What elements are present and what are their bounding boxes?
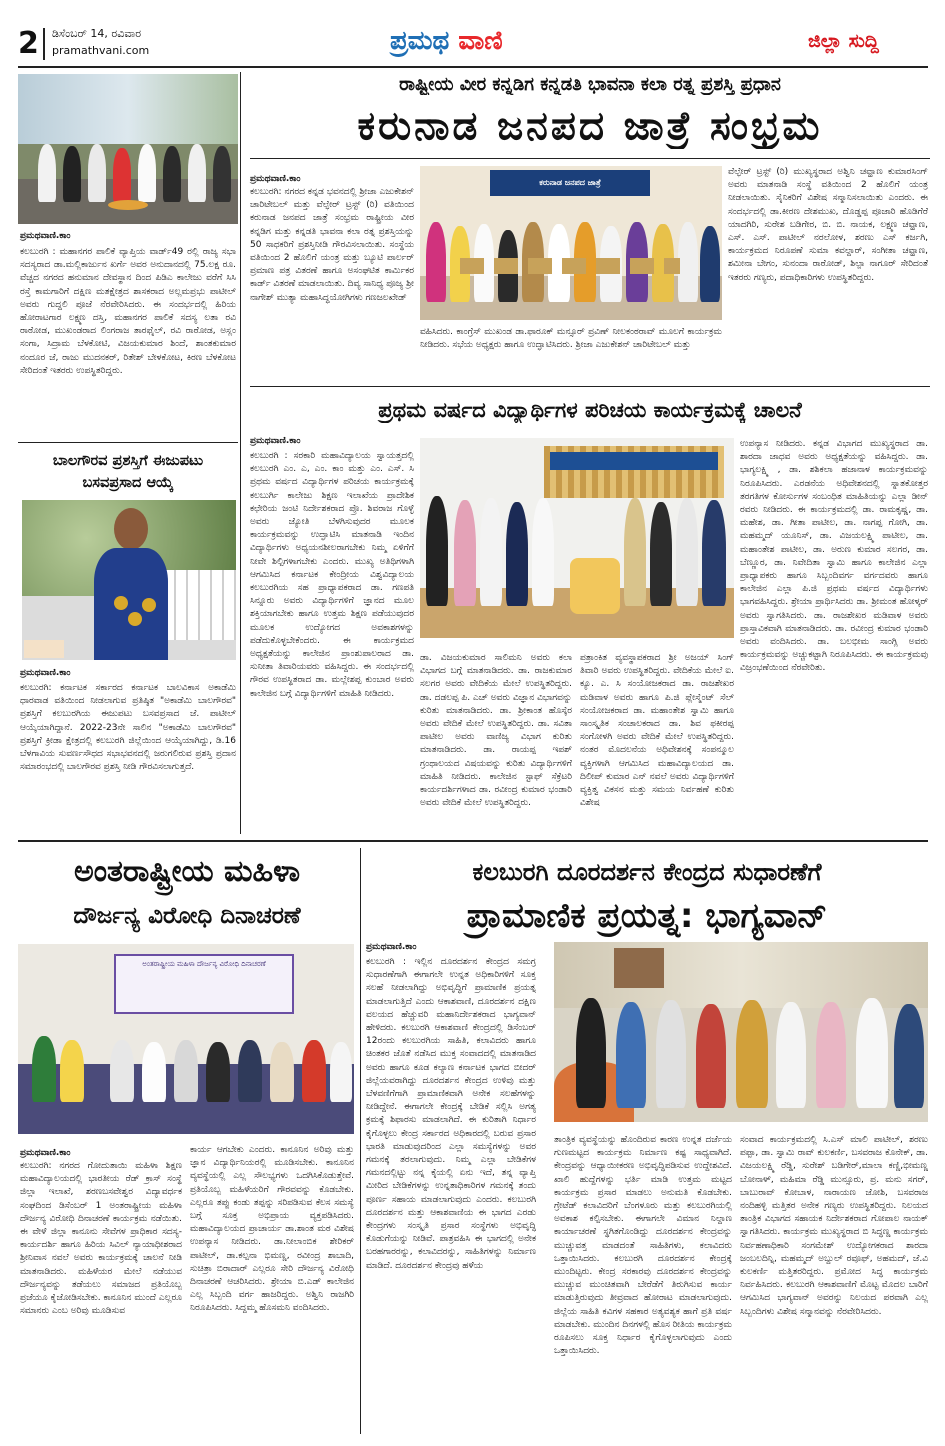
left-story1-byline: ಪ್ರಮಥವಾಣಿ.ಕಾಂ [20,231,71,241]
bottom-column-divider [360,848,361,1434]
freshers-col1: ಕಲಬುರಗಿ : ಸರಕಾರಿ ಮಹಾವಿದ್ಯಾಲಯ ಸ್ವಾಯತ್ತದಲ್ಲಿ ಕಲಬುರಗಿ ಎಂ. ಎ, ಎಂ. ಕಾಂ ಮತ್ತು ಎಂ. ಎಸ್. ಸಿ ಪ್ರಥಮ ವರ್ಷದ ವಿದ್ಯಾರ್ಥಿಗಳ ಪರಿಚಯ ಕಾರ್ಯಕ್ರಮಕ್ಕೆ ಕಲಬುರ್ಗಿ ಕಾಲೇಜು ಶಿಕ್ಷಣ ಇಲಾಖೆಯ ಪ್ರಾದೇಶಿಕ ಕಛೇರಿಯ ಜಂಟಿ ನಿರ್ದೇಶಕರಾದ ಪ್ರೊ. ಶಿವರಾಜ ಗೊಳ್ಳೆ ಅವರು ಜ್ಯೋತಿ ಬೆಳಗಿಸುವುದರ ಮೂಲಕ ಕಾರ್ಯಕ್ರಮವನ್ನು ಉದ್ಘಾಟಿಸಿ ಮಾತನಾಡಿ ಇಂದಿನ ವಿದ್ಯಾರ್ಥಿಗಳು ಅಧ್ಯಯನಶೀಲರಾಗಬೇಕು ನಿಮ್ಮ ಏಳಿಗೆಗೆ ನೀವೇ ಶಿಲ್ಪಿಗಳಾಗಬೇಕು ಎಂದರು. ಮುಖ್ಯ ಅತಿಥಿಗಳಾಗಿ ಆಗಮಿಸಿದ ಕರ್ನಾಟಕ ಕೇಂದ್ರೀಯ ವಿಶ್ವವಿದ್ಯಾಲಯ ಕಲಬುರಗಿಯ ಸಹ ಪ್ರಾಧ್ಯಾಪಕರಾದ ಡಾ. ಗಣಪತಿ ಸಿನ್ನೂರು ಅವರು ವಿದ್ಯಾರ್ಥಿಗಳಿಗೆ ಜ್ಞಾನದ ಮೂಲ ಶಕ್ತಿಯಾಗಬೇಕು ಹಾಗೂ ಉತ್ತಮ ಶಿಕ್ಷಣ ಪಡೆಯುವುದರ ಮೂಲಕ ಉದ್ಯೋಗದ ಅವಕಾಶಗಳನ್ನು ಪಡೆದುಕೊಳ್ಳಬೇಕೆಂದರು. ಈ ಕಾರ್ಯಕ್ರಮದ ಅಧ್ಯಕ್ಷತೆಯನ್ನು ಕಾಲೇಜಿನ ಪ್ರಾಂಶುಪಾಲರಾದ ಡಾ. ಸುನೀತಾ ತಿವಾರಿಯವರು ವಹಿಸಿದ್ದರು. ಈ ಸಂದರ್ಭದಲ್ಲಿ ಗೌರವ ಉಪಸ್ಥಿತರಾದ ಡಾ. ಮಲ್ಲೇಶಪ್ಪ ಕುಂಬಾರ ಅವರು ಕಾಲೇಜಿನ ಬಗ್ಗೆ ವಿದ್ಯಾರ್ಥಿಗಳಿಗೆ ಮಾಹಿತಿ ನೀಡಿದರು. [250,451,414,699]
doordarshan-headline-line2: ಪ್ರಾಮಾಣಿಕ ಪ್ರಯತ್ನ: ಭಾಗ್ಯವಾನ್ [466,896,828,936]
lamp-lighting-photo [420,438,734,638]
doordarshan-col1: ಕಲಬುರಗಿ : ಇಲ್ಲಿನ ದೂರದರ್ಶನ ಕೇಂದ್ರದ ಸಮಗ್ರ ಸುಧಾರಣೆಗಾಗಿ ಈಗಾಗಲೇ ಉನ್ನತ ಅಧಿಕಾರಿಗಳಿಗೆ ಸೂಕ್ತ ಸಲಹೆ ನೀಡಲಾಗಿದ್ದು ಅಭಿವೃದ್ಧಿಗೆ ಪ್ರಾಮಾಣಿಕ ಪ್ರಯತ್ನ ಮಾಡಲಾಗುತ್ತಿದೆ ಎಂದು ಆಕಾಶವಾಣಿ, ದೂರದರ್ಶನ ದಕ್ಷಿಣ ವಲಯದ ಹೆಚ್ಚುವರಿ ಮಹಾನಿರ್ದೇಶಕರಾದ ಭಾಗ್ಯವಾನ್ ಹೇಳಿದರು. ಕಲಬುರಗಿ ಆಕಾಶವಾಣಿ ಕೇಂದ್ರದಲ್ಲಿ ಡಿಸೆಂಬರ್ 12ರಂದು ಕಲಬುರಗಿಯ ಸಾಹಿತಿ, ಕಲಾವಿದರು ಹಾಗೂ ಚಿಂತಕರ ಜೊತೆ ನಡೆಸಿದ ಮುಕ್ತ ಸಂವಾದದಲ್ಲಿ ಮಾತನಾಡಿದ ಅವರು ಹಾಗೂ ಕೂಡ ಕಲ್ಯಾಣ ಕರ್ನಾಟಕ ಭಾಗದ ಬೀದರ್ ಜಿಲ್ಲೆಯವರಾಗಿದ್ದು ದೂರದರ್ಶನ ಕೇಂದ್ರದ ಉಳಿವು ಮತ್ತು ಬೆಳವಣಿಗೆಗಾಗಿ ಪ್ರಾಮಾಣಿಕವಾಗಿ ಅನೇಕ ಸಲಹೆಗಳನ್ನು ನೀಡಿದ್ದೇನೆ. ಈಗಾಗಲೇ ಕೇಂದ್ರಕ್ಕೆ ಬೇಡಿಕೆ ಸಲ್ಲಿಸಿ ಅಗತ್ಯ ಕ್ರಮಕ್ಕೆ ಶಿಫಾರಸು ಮಾಡಲಾಗಿದೆ. ಈ ಕುರಿತಾಗಿ ನಿರ್ಧಾರ ಕೈಗೊಳ್ಳಲು ಕೇಂದ್ರ ಸರ್ಕಾರದ ಅಧಿಕಾರದಲ್ಲಿ ಬರುವ ಪ್ರಸಾರ ಭಾರತಿ ಮಾಡುವುದರಿಂದ ಎಲ್ಲಾ ಸಮಸ್ಯೆಗಳನ್ನು ಅವರ ಗಮನಕ್ಕೆ ತರಲಾಗುವುದು. ನಿಮ್ಮ ಎಲ್ಲಾ ಬೇಡಿಕೆಗಳ ಗಮನದಲ್ಲಿಟ್ಟು ನನ್ನ ಕೈಯಲ್ಲಿ ಏನು ಇದೆ, ತನ್ನ ವ್ಯಾಪ್ತಿ ಮೀರಿದ ಬೇಡಿಕೆಗಳನ್ನು ಉನ್ನತಾಧಿಕಾರಿಗಳ ಗಮನಕ್ಕೆ ತಂದು ಪೂರ್ಣ ಸಹಾಯ ಮಾಡಲಾಗುವುದು ಎಂದರು. ಕಲಬುರಗಿ ದೂರದರ್ಶನ ಮತ್ತು ಆಕಾಶವಾಣಿಯ ಈ ಭಾಗದ ಎರಡು ಕೇಂದ್ರಗಳು ಸಂಸ್ಕೃತಿ ಪ್ರಸಾರ ಸಂಸ್ಥೆಗಳು ಅಭಿವೃದ್ಧಿ ಕೊಡುಗೆಯನ್ನು ನೀಡಿವೆ. ಪಾತ್ರವಹಿಸಿ ಈ ಭಾಗದಲ್ಲಿ ಅನೇಕ ಬರಹಗಾರರನ್ನು, ಕಲಾವಿದರನ್ನು, ಸಾಹಿತಿಗಳನ್ನು ನಿರ್ಮಾಣ ಮಾಡಿದೆ. ದೂರದರ್ಶನ ಕೇಂದ್ರವು ಹಳೆಯ [366,957,536,1271]
left-column-divider [240,72,241,834]
doordarshan-headline-line1: ಕಲಬುರಗಿ ದೂರದರ್ಶನ ಕೇಂದ್ರದ ಸುಧಾರಣೆಗೆ [472,858,822,886]
left-story-separator [18,442,238,443]
page-number: 2 [18,26,39,61]
left-story2-headline-line1: ಬಾಲಗೌರವ ಪ್ರಶಸ್ತಿಗೆ ಈಜುಪಟು [52,453,204,469]
website: pramathvani.com [52,44,150,57]
doordarshan-byline: ಪ್ರಮಥವಾಣಿ.ಕಾಂ [366,942,417,952]
event-banner: ಅಂತರಾಷ್ಟ್ರೀಯ ಮಹಿಳಾ ದೌರ್ಜನ್ಯ ವಿರೋಧಿ ದಿನಾಚರಣೆ [114,954,294,1014]
freshers-col3: ಪತ್ರಾಂಕಿತ ವ್ಯವಸ್ಥಾಪಕರಾದ ಶ್ರೀ ಅಜಯ್ ಸಿಂಗ್ ತಿವಾರಿ ಅವರು ಉಪಸ್ಥಿತರಿದ್ದರು. ವೇದಿಕೆಯ ಮೇಲೆ ಐ. ಕ್ಯೂ. ಎ. ಸಿ ಸಂಯೋಜಕರಾದ ಡಾ. ರಾಜಶೇಖರ ಮಡಿವಾಳ ಅವರು ಹಾಗೂ ಪಿ.ಜಿ ಪ್ಲೇಸ್ಮೆಂಟ್ ಸೆಲ್ ಸಂಯೋಜಕರಾದ ಡಾ. ಮಹಾಂತೇಶ ಸ್ವಾಮಿ ಹಾಗೂ ಸಾಂಸ್ಕೃತಿಕ ಸಂಚಾಲಕರಾದ ಡಾ. ಶಿವ ಫಕೀರಪ್ಪ ಸಂಗೋಳಗಿ ಅವರು ವೇದಿಕೆ ಮೇಲೆ ಉಪಸ್ಥಿತರಿದ್ದರು. ನಂತರ ಮೊದಲನೆಯ ಅಧಿವೇಶನಕ್ಕೆ ಸಂಪನ್ಮೂಲ ವ್ಯಕ್ತಿಗಳಾಗಿ ಆಗಮಿಸಿದ ಮಹಾವಿದ್ಯಾಲಯದ ಡಾ. ದಿಲೀಪ್ ಕುಮಾರ ಎನ್ ನವಲೆ ಅವರು ವಿದ್ಯಾರ್ಥಿಗಳಿಗೆ ವ್ಯಕ್ತಿತ್ವ ವಿಕಸನ ಮತ್ತು ಸಮಯ ನಿರ್ವಹಣೆ ಕುರಿತು ವಿಶೇಷ [580,653,734,809]
left-story2-text: ಕಲಬುರಗಿ: ಕರ್ನಾಟಕ ಸರ್ಕಾರದ ಕರ್ನಾಟಕ ಬಾಲವಿಕಾಸ ಅಕಾಡೆಮಿ ಧಾರವಾಡ ವತಿಯಿಂದ ನೀಡಲಾಗುವ ಪ್ರತಿಷ್ಠಿತ "ಅಕಾಡೆಮಿ ಬಾಲಗೌರವ" ಪ್ರಶಸ್ತಿಗೆ ಕಲಬುರಗಿಯ ಈಜುಪಟು ಬಸವಪ್ರಸಾದ ಜೆ. ಪಾಟೀಲ್ ಆಯ್ಕೆಯಾಗಿದ್ದಾನೆ. 2022-23ನೇ ಸಾಲಿನ "ಅಕಾಡೆಮಿ ಬಾಲಗೌರವ" ಪ್ರಶಸ್ತಿಗೆ ಕ್ರೀಡಾ ಕ್ಷೇತ್ರದಲ್ಲಿ ಕಲಬುರಗಿ ಜಿಲ್ಲೆಯಿಂದ ಆಯ್ಕೆಯಾಗಿದ್ದು, ಡಿ.16 ಬೆಳಗಾವಿಯ ಸುವರ್ಣಸೌಧದ ಸಭಾಭವನದಲ್ಲಿ ಜರುಗಲಿರುವ ಪ್ರಶಸ್ತಿ ಪ್ರದಾನ ಸಮಾರಂಭದಲ್ಲಿ ಬಾಲಗೌರವ ಪ್ರಶಸ್ತಿ ನೀಡಿ ಗೌರವಿಸಲಾಗುತ್ತದೆ. [20,683,236,773]
title-part2: ವಾಣಿ [458,26,503,56]
left-story2-headline [18,450,238,494]
freshers-col4: ಉಪನ್ಯಾಸ ನೀಡಿದರು. ಕನ್ನಡ ವಿಭಾಗದ ಮುಖ್ಯಸ್ಥರಾದ ಡಾ. ಶಾರದಾ ಜಾಧವ ಅವರು ಅಧ್ಯಕ್ಷತೆಯನ್ನು ವಹಿಸಿದ್ದರು. ಡಾ. ಭಾಗ್ಯಲಕ್ಷ್ಮಿ , ಡಾ. ಶಶಿಕಲಾ ಹಜಾನಾಳ ಕಾರ್ಯಕ್ರಮವನ್ನು ನಿರೂಪಿಸಿದರು. ಎರಡನೆಯ ಅಧಿವೇಶನದಲ್ಲಿ ಸ್ನಾತಕೋತ್ತರ ತರಗತಿಗಳ ಕೋರ್ಸುಗಳ ಸಂಬಂಧಿತ ಮಾಹಿತಿಯನ್ನು ಎಲ್ಲಾ ಡೀನ್ ರವರು ನೀಡಿದರು. ಈ ಕಾರ್ಯಕ್ರಮದಲ್ಲಿ ಡಾ. ರಾಮಕೃಷ್ಣ, ಡಾ. ಮಹೇಶ, ಡಾ. ಗೀತಾ ಪಾಟೀಲ, ಡಾ. ನಾಗಪ್ಪ ಗೋಗಿ, ಡಾ. ಮಹಮ್ಮದ್ ಯೂನಿಸ್, ಡಾ. ವಿಜಯಲಕ್ಷ್ಮಿ ಪಾಟೀಲ, ಡಾ. ಮಹಾಂತೇಶ ಪಾಟೀಲ, ಡಾ. ಅರುಣ ಕುಮಾರ ಸಲಗರ, ಡಾ. ಬೆಣ್ಣೂರ, ಡಾ. ನಿವೇದಿತಾ ಸ್ವಾಮಿ ಹಾಗೂ ಕಾಲೇಜಿನ ಎಲ್ಲಾ ಪ್ರಾಧ್ಯಾಪಕರು ಹಾಗೂ ಸಿಬ್ಬಂದಿವರ್ಗ ವರ್ಗದವರು ಹಾಗೂ ಕಾಲೇಜಿನ ಎಲ್ಲಾ ಪಿ.ಜಿ ಪ್ರಥಮ ವರ್ಷದ ವಿದ್ಯಾರ್ಥಿಗಳು ಭಾಗವಹಿಸಿದ್ದರು. ಶ್ರೇಯಾ ಪ್ರಾರ್ಥಿಸಿದರು ಡಾ. ಶ್ರೀಮಂತ ಹೋಳ್ಕರ್ ಅವರು ಸ್ವಾಗತಿಸಿದರು. ಡಾ. ರಾಜಶೇಖರ ಮಡಿವಾಳ ಅವರು ಪ್ರಾಸ್ತಾವಿಕವಾಗಿ ಮಾತನಾಡಿದರು. ಡಾ. ರವೀಂದ್ರ ಕುಮಾರ ಭಂಡಾರಿ ಅವರು ವಂದಿಸಿದರು. ಡಾ. ಬಲಭೀಮ ಸಾಂಗ್ಲಿ ಅವರು ಕಾರ್ಯಕ್ರಮವನ್ನು ಅಚ್ಚುಕಟ್ಟಾಗಿ ನಿರೂಪಿಸಿದರು. ಈ ಕಾರ್ಯಕ್ರಮವು ವಿಜ್ರಂಭಣೆಯಿಂದ ನೆರವೇರಿತು. [740,439,928,674]
left-story2-headline-line2: ಬಸವಪ್ರಸಾದ ಆಯ್ಕೆ [82,475,174,491]
janapada-byline: ಪ್ರಮಥವಾಣಿ.ಕಾಂ [250,174,301,184]
janapada-rule [250,158,930,159]
freshers-col2: ಡಾ. ವಿಜಯಕುಮಾರ ಸಾಲಿಮನಿ ಅವರು ಕಲಾ ವಿಭಾಗದ ಬಗ್ಗೆ ಮಾತನಾಡಿದರು. ಡಾ. ರಾಜಕುಮಾರ ಸಲಗರ ಅವರು ವೇದಿಕೆಯ ಮೇಲೆ ಉಪಸ್ಥಿತರಿದ್ದರು. ಡಾ. ದಡಲಪ್ಪ ಪಿ. ಎಚ್ ಅವರು ವಿಜ್ಞಾನ ವಿಭಾಗವನ್ನು ಕುರಿತು ಮಾತನಾಡಿದರು. ಡಾ. ಶ್ರೀಕಾಂತ ಹೊಸ್ಕೆರ ಅವರು ವೇದಿಕೆ ಮೇಲೆ ಉಪಸ್ಥಿತರಿದ್ದರು. ಡಾ. ಸವಿತಾ ಪಾಟೀಲ ಅವರು ವಾಣಿಜ್ಯ ವಿಭಾಗ ಕುರಿತು ಮಾತನಾಡಿದರು. ಡಾ. ರಾಯಪ್ಪ ಇಪಶ್ ಗ್ರಂಥಾಲಯದ ವಿಷಯವನ್ನು ಕುರಿತು ವಿದ್ಯಾರ್ಥಿಗಳಿಗೆ ಮಾಹಿತಿ ನೀಡಿದರು. ಕಾಲೇಜಿನ ಸ್ಟಾಫ್ ಸೆಕ್ರೆಟರಿ ಕಾರ್ಯದರ್ಶಿಗಳಾದ ಡಾ. ರವೀಂದ್ರ ಕುಮಾರ ಭಂಡಾರಿ ಅವರು ವೇದಿಕೆ ಮೇಲೆ ಉಪಸ್ಥಿತರಿದ್ದರು. [420,653,572,809]
janapada-kicker: ರಾಷ್ಟ್ರೀಯ ವೀರ ಕನ್ನಡಿಗ ಕನ್ನಡತಿ ಭಾವನಾ ಕಲಾ ರತ್ನ ಪ್ರಶಸ್ತಿ ಪ್ರಧಾನ [399,74,781,95]
award-ceremony-photo [420,166,722,320]
janapada-bottom-rule [250,386,930,387]
women-byline: ಪ್ರಮಥವಾಣಿ.ಕಾಂ [20,1148,71,1158]
women-headline-line1: ಅಂತರಾಷ್ಟ್ರೀಯ ಮಹಿಳಾ [73,854,301,889]
newspaper-title [390,26,503,57]
date-line: ಡಿಸೆಂಬರ್ 14, ರವಿವಾರ [52,27,142,40]
janapada-col2: ವಹಿಸಿದರು. ಕಾಂಗ್ರೆಸ್ ಮುಖಂಡ ಡಾ.ಫಾರೂಕ್ ಮನ್ಸೂರ್ ಪ್ರವಿಣ್ ನೀಲಕಂಠರಾವ್ ಮೂಲಗೆ ಕಾರ್ಯಕ್ರಮ ನೀಡಿದರು. ಸಭೆಯ ಅಧ್ಯಕ್ಷರು ಹಾಗೂ ಉದ್ಘಾಟಿಸಿದರು. ಶ್ರೀಜಾ ಎಜುಕೇಶನ್ ಚಾರಿಟೇಬಲ್ ಮತ್ತು [420,327,722,351]
doordarshan-col3: ಸಂವಾದ ಕಾರ್ಯಕ್ರಮದಲ್ಲಿ ಸಿ.ಎಸ್ ಮಾಲಿ ಪಾಟೀಲ್, ಶರಣು ಪಪ್ಪಾ, ಡಾ. ಸ್ವಾಮಿ ರಾವ್ ಕುಲಕರ್ಣಿ, ಬಸವರಾಜ ಕೊನೇಕ್, ಡಾ. ವಿಜಯಲಕ್ಷ್ಮಿ ರೆಡ್ಡಿ, ಸುರೇಶ್ ಬಡಿಗೇರ್,ಮಾಲಾ ಕಣ್ಣಿ,ಭೀಮಣ್ಣ ಬೋನಾಳ್, ಮಹಿಮಾ ರೆಡ್ಡಿ ಮುನ್ಸೂರು, ಪ್ರ. ಮನು ಸಗರ್, ಬಾಬುರಾವ್ ಕೋಬಾಳ, ನಾರಾಯಣ ಜೋಶಿ, ಬಸವರಾಜ ನಂದಿಹಳ್ಳಿ ಮತ್ತಿತರ ಅನೇಕ ಗಣ್ಯರು ಉಪಸ್ಥಿತರಿದ್ದರು. ನಿಲಯದ ತಾಂತ್ರಿಕ ವಿಭಾಗದ ಸಹಾಯಕ ನಿರ್ದೇಶಕರಾದ ಗೋಪಾಲ ನಾಯಕ್ ಸ್ವಾಗತಿಸಿದರು. ಕಾರ್ಯಕ್ರಮ ಮುಖ್ಯಸ್ಥರಾದ ಬಿ ಸಿದ್ಧಣ್ಣ ಕಾರ್ಯಕ್ರಮ ನಿರ್ವಹಣಾಧಿಕಾರಿ ಸಂಗಮೇಶ್ ಉದ್ಯೋಗಕರಾದ ಶಾರದಾ ಜಂಬಲದಿನ್ನಿ, ಮಹಮ್ಮದ್ ಅಬ್ದುಲ್ ರವೂಫ್, ಅಹಮದ್, ಜೆ.ವಿ ಕುಲಕರ್ಣಿ ಮತ್ತಿತರರಿದ್ದರು. ಪ್ರಮೋದ ಸಿದ್ಧ ಕಾರ್ಯಕ್ರಮ ನಿರ್ವಹಿಸಿದರು. ಕಲಬುರಗಿ ಆಕಾಶವಾಣಿಗೆ ಮೊಟ್ಟ ಮೊದಲ ಬಾರಿಗೆ ಆಗಮಿಸಿದ ಭಾಗ್ಯವಾನ್ ಅವರನ್ನು ನಿಲಯದ ಪರವಾಗಿ ಎಲ್ಲ ಸಿಬ್ಬಂದಿಗಳು ವಿಶೇಷ ಸನ್ಮಾನವನ್ನು ನೆರವೇರಿಸಿದರು. [740,1135,928,1317]
freshers-byline: ಪ್ರಮಥವಾಣಿ.ಕಾಂ [250,436,301,446]
women-headline-line2: ದೌರ್ಜನ್ಯ ವಿರೋಧಿ ದಿನಾಚರಣೆ [73,903,301,929]
mid-page-rule [18,840,928,842]
felicitation-photo [554,942,928,1122]
womens-day-event-photo [18,944,354,1134]
title-part1: ಪ್ರಮಥ [390,26,450,56]
janapada-col3: ವೆಲ್ಫೇರ್ ಟ್ರಸ್ಟ್ (ರಿ) ಮುಖ್ಯಸ್ಥರಾದ ಅಶ್ವಿನಿ ಚವ್ಹಾಣ ಕುಮಾರಸಿಂಗ್ ಅವರು ಮಾತನಾಡಿ ಸಂಸ್ಥೆ ವತಿಯಿಂದ 2 ಹೊಲಿಗೆ ಯಂತ್ರ ನೀಡಲಾಯಿತು. ಸೈನಿಕರಿಗೆ ವಿಶೇಷ ಸನ್ಮಾನಿಸಲಾಯಿತು ಎಂದರು. ಈ ಸಂದರ್ಭದಲ್ಲಿ ಡಾ.ಕೀರಣ ದೇಶಮುಖ, ದೊಡ್ಡಪ್ಪ ಪೂಜಾರಿ ಹೊಡಿಗೆರೆ ಯಾದಗಿರಿ, ಸುರೇಶ ಬಡಿಗೇರ, ಬಿ. ಬಿ. ನಾಯಕ, ಲಕ್ಷ್ಮಣ ಚವ್ಹಾಣ, ಎಸ್. ಎಸ್. ಪಾಟೀಲ್ ನರಲೋಳ, ಶರಣು ಎಸ್ ಕರ್ಜಗಿ, ಕಾರ್ಯಕ್ರಮದ ನಿರೂಪಣೆ ಸುಮಾ ಕವಲ್ದಾರ್, ಸಂಗೀತಾ ಚವ್ಹಾಣ, ಶಮೀನಾ ಬೇಗಂ, ಸುನಂದಾ ರಾಠೋಡ್, ಶಿಲ್ಪಾ ನಾಗೂರ್ ಸೇರಿದಂತೆ ಇತರರು ಗಣ್ಯರು, ಪದಾಧಿಕಾರಿಗಳು ಉಪಸ್ಥಿತರಿದ್ದರು. [728,167,928,283]
women-col2: ಕಾರ್ಯ ಆಗಬೇಕು ಎಂದರು. ಕಾನೂನಿನ ಅರಿವು ಮತ್ತು ಜ್ಞಾನ ವಿದ್ಯಾರ್ಥಿನಿಯರಲ್ಲಿ ಮೂಡಿಸಬೇಕು. ಕಾನೂನಿನ ವ್ಯವಸ್ಥೆಯಲ್ಲಿ ಎಲ್ಲ ಸೌಲಭ್ಯಗಳು ಒದಗಿಸಿಕೊಡುತ್ತೇವೆ. ಪ್ರತಿಯೊಬ್ಬ ಮಹಿಳೆಯರಿಗೆ ಗೌರವವನ್ನು ಕೊಡಬೇಕು. ಎಲ್ಲರೂ ತಪ್ಪು ಕಂಡು ತಪ್ಪನ್ನು ಸರಿಪಡಿಸುವ ಕೆಲಸ ಸಮಸ್ಯೆ ಬಗ್ಗೆ ಸೂಕ್ತ ಅಭಿಪ್ರಾಯ ವ್ಯಕ್ತಪಡಿಸಿದರು. ಮಹಾವಿದ್ಯಾಲಯದ ಪ್ರಾಚಾರ್ಯ ಡಾ.ಶಾಂತ ಮಠ ವಿಶೇಷ ಉಪನ್ಯಾಸ ನೀಡಿದರು. ಡಾ.ನೀಲಾಂಬಿಕ ಶೇರಿಕರ್ ಪಾಟೀಲ್, ಡಾ.ಕಲ್ಪನಾ ಭಿಮಣ್ಣ, ರವೀಂದ್ರ ಶಾಬಾದಿ, ಸುಚಿತ್ರಾ ಬಿರಾದಾರ್ ಎಲ್ಲರೂ ಸೇರಿ ದೌರ್ಜನ್ಯ ವಿರೋಧಿ ದಿನಾಚರಣೆ ಆಚರಿಸಿದರು. ಶ್ರೇಯಾ ಬಿ.ಎಡ್ ಕಾಲೇಜಿನ ಎಲ್ಲ ಸಿಬ್ಬಂದಿ ವರ್ಗ ಹಾಜರಿದ್ದರು. ಅಶ್ವಿನಿ ರಾಜಗಿರಿ ನಿರೂಪಿಸಿದರು. ಸಿದ್ದಮ್ಮ ಹೊಸಮನಿ ವಂದಿಸಿದರು. [190,1145,354,1314]
road-work-photo [18,74,238,224]
janapada-headline: ಕರುನಾಡ ಜನಪದ ಜಾತ್ರೆ ಸಂಭ್ರಮ [357,104,823,149]
freshers-headline: ಪ್ರಥಮ ವರ್ಷದ ವಿದ್ಯಾರ್ಥಿಗಳ ಪರಿಚಯ ಕಾರ್ಯಕ್ರಮಕ್ಕೆ ಚಾಲನೆ [378,398,802,422]
women-col1: ಕಲಬುರಗಿ: ನಗರದ ಗೋದುತಾಯಿ ಮಹಿಳಾ ಶಿಕ್ಷಣ ಮಹಾವಿದ್ಯಾಲಯದಲ್ಲಿ ಭಾರತೀಯ ರೆಡ್ ಕ್ರಾಸ್ ಸಂಸ್ಥೆ ಜಿಲ್ಲಾ ಇಲಾಖೆ, ಶರಣಬಸವೇಶ್ವರ ವಿದ್ಯಾವರ್ಧಕ ಸಂಘದಿಂದ ಡಿಸೆಂಬರ್ 1 ಅಂತರಾಷ್ಟ್ರೀಯ ಮಹಿಳಾ ದೌರ್ಜನ್ಯ ವಿರೋಧಿ ದಿನಾಚರಣೆ ಕಾರ್ಯಕ್ರಮ ನಡೆಯಿತು. ಈ ವೇಳೆ ಜಿಲ್ಲಾ ಕಾನೂನು ಸೇವೆಗಳ ಪ್ರಾಧಿಕಾರ ಸದಸ್ಯ-ಕಾರ್ಯದರ್ಶಿ ಹಾಗೂ ಹಿರಿಯ ಸಿವಿಲ್ ನ್ಯಾಯಾಧೀಶರಾದ ಶ್ರೀನಿವಾಸ ನವಲೆ ಅವರು ಕಾರ್ಯಕ್ರಮಕ್ಕೆ ಚಾಲನೆ ನೀಡಿ ಮಾತನಾಡಿದರು. ಮಹಿಳೆಯರ ಮೇಲೆ ನಡೆಯುವ ದೌರ್ಜನ್ಯವನ್ನು ತಡೆಯಲು ಸಮಾಜದ ಪ್ರತಿಯೊಬ್ಬ ಪ್ರಜೆಯೂ ಕೈಜೋಡಿಸಬೇಕು. ಕಾನೂನಿನ ಮುಂದೆ ಎಲ್ಲರೂ ಸಮಾನರು ಎಂಬ ಅರಿವು ಮೂಡಿಸುವ [20,1161,182,1317]
swimmer-photo [22,500,236,660]
left-story2-byline: ಪ್ರಮಥವಾಣಿ.ಕಾಂ [20,668,71,678]
stage-banner: ಕರುನಾಡ ಜನಪದ ಜಾತ್ರೆ [490,170,650,196]
janapada-col1: ಕಲಬುರಗಿ: ನಗರದ ಕನ್ನಡ ಭವನದಲ್ಲಿ ಶ್ರೀಜಾ ಎಜುಕೇಶನ್ ಚಾರಿಟೇಬಲ್ ಮತ್ತು ವೆಲ್ಫೇರ್ ಟ್ರಸ್ಟ್ (ರಿ) ವತಿಯಿಂದ ಕರುನಾಡ ಜನಪದ ಜಾತ್ರೆ ಸಂಭ್ರಮ ರಾಷ್ಟ್ರೀಯ ವೀರ ಕನ್ನಡಿಗ ಮತ್ತು ಕನ್ನಡತಿ ಭಾವನಾ ಕಲಾ ರತ್ನ ಪ್ರಶಸ್ತಿಯನ್ನು 50 ಸಾಧಕರಿಗೆ ಪ್ರಶಸ್ತಿನೀಡಿ ಗೌರವಿಸಲಾಯಿತು. ಸಂಸ್ಥೆಯ ವತಿಯಿಂದ 2 ಹೊಲಿಗೆ ಯಂತ್ರ ಮತ್ತು ಬ್ಯೂಟಿ ಪಾರ್ಲರ್ ಪ್ರಮಾಣ ಪತ್ರ ವಿತರಣೆ ಹಾಗೂ ಅಸಂಘಟಿತ ಕಾರ್ಮಿಕರ ಕಾರ್ಡ್ ವಿತರಣೆ ಮಾಡಲಾಯಿತು. ದಿವ್ಯ ಸಾನಿಧ್ಯ ಪೂಜ್ಯ ಶ್ರೀ ನಾಗೇಶ್ ಮುತ್ಯಾ ಮಹಾಸಿದ್ಧಯೋಗಿಗಳು ಗಣಜಲಖೇಡ್ [250,187,414,303]
section-label: ಜಿಲ್ಲಾ ಸುದ್ದಿ [808,30,879,52]
masthead-divider [43,28,45,60]
women-headline [18,850,356,938]
masthead-rule [18,66,928,68]
doordarshan-headline [366,850,928,938]
left-story1-text: ಕಲಬುರಗಿ : ಮಹಾನಗರ ಪಾಲಿಕೆ ವ್ಯಾಪ್ತಿಯ ವಾರ್ಡ್49 ರಲ್ಲಿ ರಾಜ್ಯ ಸಭಾ ಸದಸ್ಯರಾದ ಡಾ.ಮಲ್ಲಿಕಾರ್ಜುನ ಖರ್ಗೆ ಅವರ ಅನುದಾನದಲ್ಲಿ 75.ಲಕ್ಷ ರೂ. ವೆಚ್ಚದ ನಗರದ ಹನುಮಾನ ದೇವಸ್ಥಾನ ದಿಂದ ಪಿಡಿಎ ಕಾಲೇಜು ವರೆಗೆ ಸಿಸಿ ರಸ್ತೆ ಕಾಮಗಾರಿಗೆ ದಕ್ಷಿಣ ಮತಕ್ಷೇತ್ರದ ಶಾಸಕರಾದ ಅಲ್ಲಮಪ್ರಭು ಪಾಟೀಲ್ ಅವರು ಗುದ್ದಲಿ ಪೂಜೆ ನೆರವೇರಿಸಿದರು. ಈ ಸಂದರ್ಭದಲ್ಲಿ ಹಿರಿಯ ಹೋರಾಟಗಾರ ಲಕ್ಷ್ಮಣ ದಸ್ತಿ, ಮಹಾನಗರ ಪಾಲಿಕೆ ಸದಸ್ಯ ಲತಾ ರವಿ ರಾಠೋಡ, ಮುಖಂಡರಾದ ಲಿಂಗರಾಜ ತಾರಫೈಲ್, ರವಿ ರಾಠೋಡ, ಅಸ್ಲಂ ಸಂಗಾ, ಸಿದ್ರಾಮ ಬೆಳಕೋಟಿ, ವಿಜಯಕುಮಾರ ಶಿಂದೆ, ಶಾಂತಕುಮಾರ ನಂದೂರ ಜೆ, ರಾಜು ಮುದನಕರ್, ರಿತೇಶ್ ಬೇಳಕೋಟ, ಕಿರಣ ಬೆಳಕೋಟ ಸೇರಿದಂತೆ ಇತರರು ಉಪಸ್ಥಿತರಿದ್ದರು. [20,247,236,376]
doordarshan-col2: ತಾಂತ್ರಿಕ ವ್ಯವಸ್ಥೆಯನ್ನು ಹೊಂದಿರುವ ಕಾರಣ ಉನ್ನತ ದರ್ಜೆಯ ಗುಣಮಟ್ಟದ ಕಾರ್ಯಕ್ರಮ ನಿರ್ಮಾಣ ಕಷ್ಟ ಸಾಧ್ಯವಾಗಿದೆ. ಕೇಂದ್ರವನ್ನು ಆಧ್ಯಾಯೀಕರಣ ಅಭಿವೃದ್ಧಿಪಡಿಸುವ ಉದ್ದೇಶವಿದೆ. ಖಾಲಿ ಹುದ್ದೆಗಳನ್ನು ಭರ್ತಿ ಮಾಡಿ ಉತ್ತಮ ಮಟ್ಟದ ಕಾರ್ಯಕ್ರಮ ಪ್ರಸಾರ ಮಾಡಲು ಅನುಮತಿ ಕೊಡಬೇಕು. ಗ್ರೇಟೆಡ್ ಕಲಾವಿದರಿಗೆ ಬೆಂಗಳೂರು ಮತ್ತು ಕಲಬುರಗಿಯಲ್ಲಿ ಅವಕಾಶ ಕಲ್ಪಿಸಬೇಕು. ಈಗಾಗಲೇ ವಿಮಾನ ನಿಲ್ದಾಣ ಕಾರ್ಯಾಚರಣೆ ಸ್ಥಗಿತಗೊಂಡಿದ್ದು ದೂರದರ್ಶನ ಕೇಂದ್ರವನ್ನು ಮುಚ್ಚುವತ್ತ ಮಾಡದಂತೆ ಸಾಹಿತಿಗಳು, ಕಲಾವಿದರು ಒತ್ತಾಯಿಸಿದರು. ಕಲಬುರಗಿ ದೂರದರ್ಶನ ಕೇಂದ್ರಕ್ಕೆ ಮುಂದಿಟ್ಟರು. ಕೇಂದ್ರ ಸರಕಾರವು ದೂರದರ್ಶನ ಕೇಂದ್ರವನ್ನು ಮುಚ್ಚುವ ಮುಂಚಿತವಾಗಿ ಬೇರೆಡೆಗೆ ತಿರುಗಿಸುವ ಕಾರ್ಯ ಮಾಡುತ್ತಿರುವುದು ತೀವ್ರವಾದ ಹೋರಾಟ ಮಾಡಲಾಗುವುದು. ಜಿಲ್ಲೆಯ ಸಾಹಿತಿ ಕವಿಗಳ ಸಹಕಾರ ಅತ್ಯವಶ್ಯಕ ಹಾಗೆ ಪ್ರತಿ ವರ್ಷ ಮಾಡಬೇಕು. ಮುಂದಿನ ದಿನಗಳಲ್ಲಿ ಹೊಸ ರೀತಿಯ ಕಾರ್ಯಕ್ರಮ ರೂಪಿಸಲು ಸೂಕ್ತ ನಿರ್ಧಾರ ಕೈಗೊಳ್ಳಲಾಗುವುದು ಎಂದು ಒತ್ತಾಯಿಸಿದರು. [554,1135,732,1357]
